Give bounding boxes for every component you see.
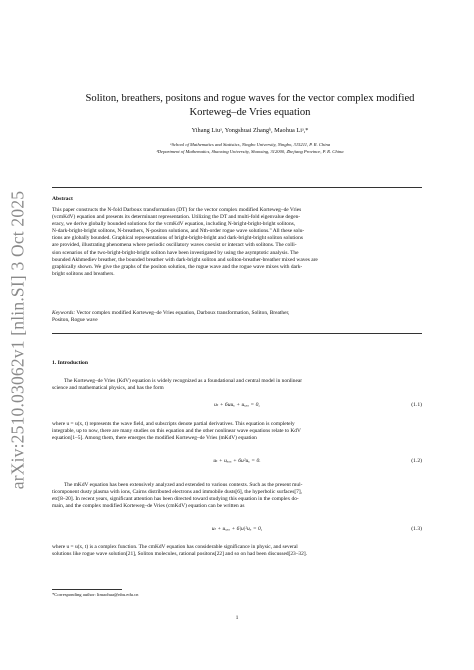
abstract-line: are provided, illustrating phenomena where periodic oscillatory waves coexist or interact with solitons. The colli- [52, 242, 297, 249]
keywords [52, 310, 422, 324]
para-line: The Korteweg–de Vries (KdV) equation is widely recognized as a foundational and central model in nonlinear [64, 378, 303, 384]
equation-1-1 [52, 402, 422, 410]
equation-number: (1.1) [411, 402, 422, 408]
keywords-label: Keywords: [52, 310, 76, 316]
title-line-2: Korteweg–de Vries equation [189, 106, 311, 118]
para-line: where u = u(x, t) represents the wave field, and subscripts denote partial derivatives. This equation is completely [52, 421, 295, 427]
equation-1-2 [52, 458, 422, 466]
para-line: where u = u(x, t) is a complex function. The cmKdV equation has considerable significance in physic, and several [52, 544, 298, 550]
footnote: *Corresponding author: limaohua@nbu.edu.cn [52, 592, 139, 597]
equation-number: (1.2) [411, 458, 422, 464]
affiliation-a: ᵃSchool of Mathematics and Statistics, Ningbo University, Ningbo, 315211, P. R. China [169, 142, 331, 147]
section-heading: 1. Introduction [52, 360, 88, 366]
abstract-bottom-rule [52, 333, 422, 334]
abstract-heading: Abstract [52, 196, 73, 202]
equation-expression: uₜ + uₓₓₓ + 6|u|²uₓ = 0, [211, 526, 263, 532]
title-line-1: Soliton, breathers, positons and rogue waves for the vector complex modified [85, 93, 415, 104]
abstract-top-rule [52, 187, 422, 188]
equation-expression: uₜ + uₓₓₓ + 6u²uₓ = 0. [213, 458, 261, 464]
abstract-body [52, 207, 422, 278]
arxiv-stamp [6, 160, 30, 520]
abstract-line: N-dark-bright-bright solitons, N-breathers, N-positon solutions, and Nth-order rogue wave solutions." All these solu- [52, 228, 305, 235]
para-line: ticomponent dusty plasma with ions, Cairns distributed electrons and immobile dusts[6], the hyperbolic surfaces[7], [52, 489, 303, 496]
para-line: equation[1–5]. Among them, there emerges the modified Korteweg–de Vries (mKdV) equation [52, 435, 257, 442]
para-line: main, and the complex modified Korteweg–de Vries (cmKdV) equation can be written as [52, 503, 245, 510]
keywords-line: Positon, Rogue wave [52, 317, 98, 324]
abstract-line: (vcmKdV) equation and presents its determinant representation. Utilizing the DT and multi-fold eigenvalue degen- [52, 214, 301, 221]
footnote-rule [52, 589, 122, 590]
para-line: The mKdV equation has been extensively analyzed and extended to various contexts. Such as the present mul- [64, 482, 303, 488]
intro-paragraph-4 [52, 544, 422, 558]
intro-paragraph-2 [52, 421, 422, 442]
abstract-line: This paper constructs the N-fold Darboux transformation (DT) for the vector complex modified Korteweg–de Vries [52, 207, 302, 213]
para-line: integrable, up to now, there are many studies on this equation and the other nonlinear wave equations relate to KdV [52, 428, 301, 435]
intro-paragraph-1 [52, 378, 422, 392]
keywords-text: Vector complex modified Korteweg–de Vries equation, Darboux transformation, Soliton, Breather, [75, 310, 290, 316]
equation-number: (1.3) [411, 526, 422, 532]
abstract-line: tions are globally bounded. Graphical representations of bright-bright-bright and dark-bright-bright soliton solutions [52, 235, 303, 242]
equation-expression: uₜ + 6uuₓ + uₓₓₓ = 0, [214, 402, 260, 408]
author-list: Yihang Liuᵃ, Yongshuai Zhangᵇ, Maohua Liᵃ,* [191, 127, 309, 134]
abstract-line: graphically shown. We give the graphs of the positon solution, the rogue wave and the rogue wave mixes with dark- [52, 263, 303, 270]
arxiv-stamp-text: arXiv:2510.03062v1 [nlin.SI] 3 Oct 2025 [7, 190, 28, 490]
abstract-line: eracy, we derive globally bounded solutions for the vcmKdV equation, including N-bright-bright-bright solitons, [52, 221, 296, 228]
affiliation-b: ᵇDepartment of Mathematics, Shaoxing University, Shaoxing, 312000, Zhejiang Province, P. R. China [156, 149, 344, 154]
para-line: solutions like rogue wave solution[21], Soliton molecules, rational positons[22] and so on had been discussed[23–32]. [52, 551, 307, 558]
abstract-line: bounded Akhmediev breather, the bounded breather with dark-bright soliton and soliton-breather-breather mixed waves are [52, 256, 318, 263]
paper-title [50, 92, 450, 119]
para-line: science and mathematical physics, and has the form [52, 385, 164, 392]
equation-1-3 [52, 526, 422, 534]
page-number: 1 [235, 615, 239, 621]
para-line: etc[8–20]. In recent years, significant attention has been directed toward studying this equation in the complex do- [52, 496, 299, 503]
abstract-line: bright solitons and breathers. [52, 270, 115, 277]
intro-paragraph-3 [52, 482, 422, 510]
abstract-line: sion scenarios of the two-bright-bright-bright soliton have been investigated by using the asymptotic analysis. The [52, 249, 299, 256]
keywords-line [52, 310, 422, 317]
